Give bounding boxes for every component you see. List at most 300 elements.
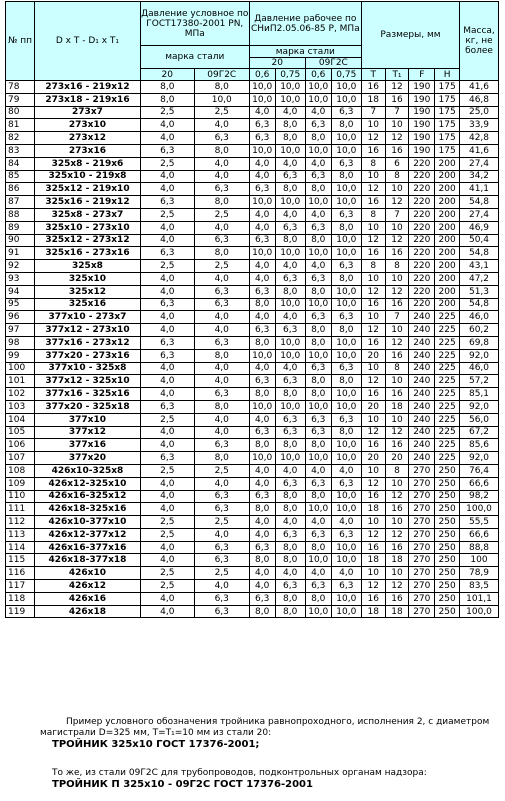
cell-size-h: 175: [435, 81, 460, 94]
cell-p-20-06: 6,3: [249, 541, 275, 554]
cell-p-09g2s-075: 10,0: [331, 554, 361, 567]
cell-mass: 46,0: [460, 311, 499, 324]
cell-p-20-06: 4,0: [249, 413, 275, 426]
cell-size-t1: 12: [385, 285, 409, 298]
cell-p-09g2s-06: 6,3: [305, 413, 331, 426]
cell-size-f: 270: [409, 503, 435, 516]
header-m-2: 0,6: [305, 69, 331, 81]
cell-size-f: 240: [409, 324, 435, 337]
cell-p-20-06: 10,0: [249, 93, 275, 106]
cell-p-09g2s-06: 10,0: [305, 605, 331, 618]
cell-num: 88: [6, 208, 35, 221]
cell-p-09g2s-06: 8,0: [305, 439, 331, 452]
cell-mass: 88,8: [460, 541, 499, 554]
cell-size-t1: 16: [385, 592, 409, 605]
cell-size-t: 12: [361, 426, 385, 439]
note-line-1: Пример условного обозначения тройника равнопроходного, исполнения 2, с диаметром: [66, 717, 490, 727]
designation-example-2: ТРОЙНИК П 325x10 - 09Г2С ГОСТ 17376-2001: [52, 779, 313, 790]
cell-pn-09g2s: 4,0: [194, 375, 249, 388]
cell-p-20-075: 8,0: [275, 490, 305, 503]
cell-size-f: 240: [409, 452, 435, 465]
cell-pn-20: 4,0: [140, 503, 194, 516]
cell-p-20-06: 4,0: [249, 311, 275, 324]
cell-p-09g2s-06: 10,0: [305, 452, 331, 465]
cell-pn-09g2s: 6,3: [194, 183, 249, 196]
cell-p-09g2s-075: 8,0: [331, 426, 361, 439]
cell-pn-20: 4,0: [140, 285, 194, 298]
cell-p-20-06: 4,0: [249, 170, 275, 183]
cell-size-t1: 12: [385, 580, 409, 593]
cell-size-f: 190: [409, 144, 435, 157]
cell-pn-09g2s: 8,0: [194, 81, 249, 94]
cell-pn-09g2s: 4,0: [194, 170, 249, 183]
cell-dims: 426x16-377x16: [35, 541, 141, 554]
cell-dims: 273x10: [35, 119, 141, 132]
cell-p-20-06: 8,0: [249, 439, 275, 452]
header-size-t: T: [361, 69, 385, 81]
cell-size-t: 20: [361, 452, 385, 465]
cell-mass: 101,1: [460, 592, 499, 605]
table-row: [6, 503, 499, 516]
cell-size-h: 225: [435, 413, 460, 426]
cell-mass: 34,2: [460, 170, 499, 183]
table-row: [6, 362, 499, 375]
cell-p-20-075: 6,3: [275, 272, 305, 285]
cell-p-09g2s-075: 10,0: [331, 400, 361, 413]
cell-size-t: 16: [361, 336, 385, 349]
cell-dims: 325x12 - 273x12: [35, 234, 141, 247]
cell-p-20-075: 6,3: [275, 477, 305, 490]
cell-p-09g2s-06: 6,3: [305, 170, 331, 183]
cell-size-t: 16: [361, 592, 385, 605]
cell-size-t1: 18: [385, 554, 409, 567]
cell-pn-20: 6,3: [140, 298, 194, 311]
cell-p-09g2s-06: 10,0: [305, 349, 331, 362]
cell-p-09g2s-06: 4,0: [305, 567, 331, 580]
cell-pn-20: 2,5: [140, 528, 194, 541]
cell-p-09g2s-075: 6,3: [331, 580, 361, 593]
cell-p-20-06: 10,0: [249, 196, 275, 209]
cell-p-09g2s-06: 4,0: [305, 516, 331, 529]
table-row: [6, 132, 499, 145]
cell-p-20-06: 4,0: [249, 567, 275, 580]
cell-mass: 46,9: [460, 221, 499, 234]
cell-size-f: 190: [409, 106, 435, 119]
cell-p-20-075: 10,0: [275, 452, 305, 465]
cell-p-20-06: 10,0: [249, 247, 275, 260]
cell-size-h: 225: [435, 324, 460, 337]
cell-pn-20: 4,0: [140, 388, 194, 401]
cell-mass: 92,0: [460, 349, 499, 362]
header-m-1: 0,75: [275, 69, 305, 81]
cell-size-h: 250: [435, 541, 460, 554]
cell-p-20-075: 8,0: [275, 119, 305, 132]
cell-num: 81: [6, 119, 35, 132]
cell-size-h: 200: [435, 208, 460, 221]
cell-p-09g2s-075: 8,0: [331, 272, 361, 285]
cell-size-t: 12: [361, 375, 385, 388]
cell-p-20-075: 4,0: [275, 516, 305, 529]
cell-size-h: 200: [435, 221, 460, 234]
cell-p-20-075: 10,0: [275, 144, 305, 157]
cell-pn-09g2s: 6,3: [194, 388, 249, 401]
cell-pn-09g2s: 8,0: [194, 400, 249, 413]
cell-size-t: 10: [361, 170, 385, 183]
cell-size-f: 270: [409, 516, 435, 529]
cell-dims: 426x10: [35, 567, 141, 580]
cell-p-20-075: 4,0: [275, 362, 305, 375]
table-row: [6, 298, 499, 311]
cell-pn-09g2s: 4,0: [194, 324, 249, 337]
header-steel-grade: марка стали: [140, 46, 249, 69]
cell-mass: 83,5: [460, 580, 499, 593]
cell-size-t1: 7: [385, 208, 409, 221]
cell-size-t: 10: [361, 362, 385, 375]
cell-pn-09g2s: 6,3: [194, 234, 249, 247]
cell-size-t1: 20: [385, 452, 409, 465]
cell-num: 78: [6, 81, 35, 94]
cell-pn-20: 4,0: [140, 234, 194, 247]
cell-num: 84: [6, 157, 35, 170]
cell-pn-20: 4,0: [140, 170, 194, 183]
cell-p-20-06: 8,0: [249, 388, 275, 401]
cell-mass: 41,6: [460, 144, 499, 157]
cell-dims: 325x10 - 219x8: [35, 170, 141, 183]
cell-size-t1: 16: [385, 388, 409, 401]
cell-mass: 69,8: [460, 336, 499, 349]
cell-p-09g2s-075: 4,0: [331, 567, 361, 580]
cell-p-09g2s-06: 6,3: [305, 477, 331, 490]
cell-size-f: 220: [409, 170, 435, 183]
cell-size-h: 225: [435, 452, 460, 465]
cell-size-f: 270: [409, 605, 435, 618]
cell-pn-20: 4,0: [140, 132, 194, 145]
cell-pn-09g2s: 8,0: [194, 196, 249, 209]
header-mass: Масса, кг, не более: [460, 2, 499, 81]
table-row: [6, 592, 499, 605]
cell-size-t: 18: [361, 605, 385, 618]
cell-size-h: 225: [435, 362, 460, 375]
cell-p-09g2s-075: 10,0: [331, 336, 361, 349]
cell-dims: 377x10: [35, 413, 141, 426]
cell-mass: 51,3: [460, 285, 499, 298]
table-row: [6, 234, 499, 247]
cell-size-f: 220: [409, 183, 435, 196]
header-p: Давление рабочее по СНиП2.05.06-85 P, МПа: [249, 2, 361, 46]
cell-num: 112: [6, 516, 35, 529]
cell-size-t1: 8: [385, 464, 409, 477]
cell-p-09g2s-06: 6,3: [305, 426, 331, 439]
cell-num: 118: [6, 592, 35, 605]
cell-num: 93: [6, 272, 35, 285]
cell-pn-09g2s: 8,0: [194, 144, 249, 157]
cell-p-20-075: 10,0: [275, 247, 305, 260]
cell-dims: 325x16: [35, 298, 141, 311]
cell-num: 116: [6, 567, 35, 580]
cell-size-h: 250: [435, 605, 460, 618]
cell-size-f: 190: [409, 119, 435, 132]
cell-num: 99: [6, 349, 35, 362]
cell-size-h: 250: [435, 516, 460, 529]
cell-p-09g2s-075: 10,0: [331, 605, 361, 618]
cell-num: 79: [6, 93, 35, 106]
cell-mass: 50,4: [460, 234, 499, 247]
cell-p-20-06: 4,0: [249, 362, 275, 375]
cell-pn-09g2s: 4,0: [194, 413, 249, 426]
cell-size-t: 16: [361, 439, 385, 452]
cell-p-09g2s-075: 8,0: [331, 324, 361, 337]
cell-pn-09g2s: 4,0: [194, 221, 249, 234]
cell-size-t1: 16: [385, 541, 409, 554]
cell-dims: 325x12: [35, 285, 141, 298]
cell-dims: 273x7: [35, 106, 141, 119]
cell-p-20-075: 8,0: [275, 183, 305, 196]
cell-size-t: 16: [361, 81, 385, 94]
table-body: [6, 81, 499, 618]
header-pn-09g2s: 09Г2С: [194, 69, 249, 81]
cell-size-t1: 16: [385, 93, 409, 106]
table-row: [6, 260, 499, 273]
cell-size-t: 10: [361, 311, 385, 324]
cell-p-20-06: 4,0: [249, 464, 275, 477]
cell-num: 107: [6, 452, 35, 465]
cell-p-20-075: 4,0: [275, 464, 305, 477]
cell-size-t: 10: [361, 567, 385, 580]
cell-size-t1: 12: [385, 490, 409, 503]
cell-size-t1: 12: [385, 234, 409, 247]
cell-pn-20: 2,5: [140, 106, 194, 119]
cell-num: 98: [6, 336, 35, 349]
cell-p-20-06: 4,0: [249, 157, 275, 170]
header-size-f: F: [409, 69, 435, 81]
cell-mass: 46,8: [460, 93, 499, 106]
cell-size-t: 12: [361, 324, 385, 337]
cell-pn-09g2s: 6,3: [194, 285, 249, 298]
cell-mass: 85,6: [460, 439, 499, 452]
cell-size-t: 16: [361, 298, 385, 311]
cell-mass: 100,0: [460, 605, 499, 618]
cell-p-09g2s-06: 6,3: [305, 119, 331, 132]
cell-p-09g2s-075: 6,3: [331, 106, 361, 119]
cell-size-f: 240: [409, 426, 435, 439]
cell-size-t: 12: [361, 477, 385, 490]
cell-dims: 426x16: [35, 592, 141, 605]
cell-p-09g2s-075: 10,0: [331, 592, 361, 605]
table-row: [6, 426, 499, 439]
cell-pn-09g2s: 8,0: [194, 247, 249, 260]
cell-p-09g2s-075: 6,3: [331, 528, 361, 541]
cell-p-20-075: 6,3: [275, 170, 305, 183]
cell-p-09g2s-075: 8,0: [331, 221, 361, 234]
cell-p-09g2s-075: 6,3: [331, 157, 361, 170]
cell-pn-20: 4,0: [140, 477, 194, 490]
cell-num: 83: [6, 144, 35, 157]
cell-pn-20: 6,3: [140, 247, 194, 260]
cell-size-t1: 10: [385, 375, 409, 388]
cell-p-20-06: 4,0: [249, 260, 275, 273]
cell-size-t1: 10: [385, 221, 409, 234]
header-size-h: H: [435, 69, 460, 81]
table-row: [6, 567, 499, 580]
table-row: [6, 106, 499, 119]
cell-size-f: 240: [409, 336, 435, 349]
table-row: [6, 285, 499, 298]
cell-size-t: 16: [361, 388, 385, 401]
cell-p-09g2s-075: 8,0: [331, 170, 361, 183]
cell-pn-09g2s: 4,0: [194, 528, 249, 541]
cell-size-t1: 8: [385, 170, 409, 183]
cell-pn-20: 6,3: [140, 452, 194, 465]
header-p-09g2s: 09Г2С: [305, 58, 361, 69]
cell-mass: 47,2: [460, 272, 499, 285]
cell-p-20-06: 8,0: [249, 298, 275, 311]
cell-p-09g2s-075: 10,0: [331, 541, 361, 554]
cell-p-09g2s-06: 6,3: [305, 221, 331, 234]
cell-p-20-075: 10,0: [275, 81, 305, 94]
cell-dims: 377x12 - 325x10: [35, 375, 141, 388]
table-row: [6, 311, 499, 324]
cell-num: 105: [6, 426, 35, 439]
cell-mass: 67,2: [460, 426, 499, 439]
cell-p-20-075: 6,3: [275, 426, 305, 439]
cell-num: 97: [6, 324, 35, 337]
cell-dims: 273x12: [35, 132, 141, 145]
table-row: [6, 452, 499, 465]
cell-p-09g2s-06: 8,0: [305, 541, 331, 554]
header-steel-grade-2: марка стали: [249, 46, 361, 58]
cell-size-h: 225: [435, 439, 460, 452]
cell-p-09g2s-06: 10,0: [305, 81, 331, 94]
table-row: [6, 349, 499, 362]
cell-size-h: 250: [435, 477, 460, 490]
cell-size-h: 225: [435, 311, 460, 324]
cell-size-t: 20: [361, 349, 385, 362]
cell-size-f: 270: [409, 567, 435, 580]
cell-size-h: 200: [435, 260, 460, 273]
cell-size-f: 220: [409, 208, 435, 221]
table-row: [6, 324, 499, 337]
cell-pn-09g2s: 4,0: [194, 272, 249, 285]
cell-size-h: 225: [435, 400, 460, 413]
cell-size-f: 240: [409, 349, 435, 362]
cell-mass: 33,9: [460, 119, 499, 132]
cell-pn-09g2s: 4,0: [194, 362, 249, 375]
cell-size-f: 190: [409, 132, 435, 145]
table-row: [6, 221, 499, 234]
table-row: [6, 272, 499, 285]
cell-size-h: 200: [435, 272, 460, 285]
table-row: [6, 247, 499, 260]
cell-dims: 377x16 - 273x12: [35, 336, 141, 349]
cell-size-f: 240: [409, 400, 435, 413]
cell-size-t1: 12: [385, 426, 409, 439]
cell-num: 119: [6, 605, 35, 618]
cell-size-t1: 8: [385, 362, 409, 375]
cell-p-20-075: 4,0: [275, 208, 305, 221]
cell-p-09g2s-075: 4,0: [331, 516, 361, 529]
cell-size-f: 220: [409, 272, 435, 285]
cell-size-t: 12: [361, 580, 385, 593]
cell-pn-09g2s: 6,3: [194, 336, 249, 349]
cell-size-h: 175: [435, 106, 460, 119]
cell-p-20-075: 4,0: [275, 311, 305, 324]
cell-mass: 55,5: [460, 516, 499, 529]
cell-pn-20: 4,0: [140, 375, 194, 388]
cell-size-f: 220: [409, 298, 435, 311]
cell-size-f: 240: [409, 413, 435, 426]
cell-p-09g2s-075: 10,0: [331, 285, 361, 298]
cell-size-t: 12: [361, 285, 385, 298]
table-row: [6, 144, 499, 157]
table-row: [6, 336, 499, 349]
table-row: [6, 388, 499, 401]
cell-pn-09g2s: 10,0: [194, 93, 249, 106]
cell-dims: 377x12 - 273x10: [35, 324, 141, 337]
cell-dims: 377x10 - 273x7: [35, 311, 141, 324]
cell-p-09g2s-075: 8,0: [331, 119, 361, 132]
cell-p-20-06: 6,3: [249, 132, 275, 145]
cell-mass: 43,1: [460, 260, 499, 273]
cell-pn-20: 2,5: [140, 516, 194, 529]
cell-dims: 325x10: [35, 272, 141, 285]
cell-p-09g2s-06: 8,0: [305, 234, 331, 247]
cell-size-t: 10: [361, 119, 385, 132]
cell-p-09g2s-075: 6,3: [331, 208, 361, 221]
cell-p-09g2s-06: 10,0: [305, 93, 331, 106]
cell-size-t1: 7: [385, 311, 409, 324]
cell-p-09g2s-06: 8,0: [305, 336, 331, 349]
cell-p-09g2s-06: 6,3: [305, 311, 331, 324]
cell-size-f: 220: [409, 157, 435, 170]
cell-p-09g2s-06: 4,0: [305, 106, 331, 119]
cell-size-h: 225: [435, 388, 460, 401]
cell-p-20-075: 8,0: [275, 285, 305, 298]
cell-pn-09g2s: 6,3: [194, 503, 249, 516]
cell-dims: 426x10-325x8: [35, 464, 141, 477]
cell-p-09g2s-06: 10,0: [305, 247, 331, 260]
table-row: [6, 605, 499, 618]
cell-size-f: 270: [409, 541, 435, 554]
cell-pn-20: 4,0: [140, 439, 194, 452]
cell-mass: 41,1: [460, 183, 499, 196]
cell-dims: 426x18: [35, 605, 141, 618]
cell-pn-09g2s: 4,0: [194, 119, 249, 132]
cell-num: 109: [6, 477, 35, 490]
cell-size-h: 225: [435, 336, 460, 349]
cell-p-20-06: 4,0: [249, 477, 275, 490]
cell-mass: 66,6: [460, 477, 499, 490]
cell-size-t1: 18: [385, 400, 409, 413]
header-pn: Давление условное по ГОСТ17380-2001 PN, МПа: [140, 2, 249, 46]
cell-num: 111: [6, 503, 35, 516]
cell-size-h: 200: [435, 285, 460, 298]
cell-size-t: 18: [361, 554, 385, 567]
cell-p-09g2s-06: 6,3: [305, 362, 331, 375]
cell-size-t: 10: [361, 516, 385, 529]
cell-dims: 426x10-377x10: [35, 516, 141, 529]
cell-dims: 377x16 - 325x16: [35, 388, 141, 401]
cell-mass: 76,4: [460, 464, 499, 477]
cell-size-f: 220: [409, 221, 435, 234]
cell-pn-20: 4,0: [140, 490, 194, 503]
cell-pn-20: 4,0: [140, 272, 194, 285]
cell-dims: 426x16-325x12: [35, 490, 141, 503]
cell-size-f: 270: [409, 592, 435, 605]
cell-p-09g2s-075: 10,0: [331, 234, 361, 247]
cell-pn-09g2s: 6,3: [194, 605, 249, 618]
cell-pn-20: 4,0: [140, 362, 194, 375]
cell-num: 110: [6, 490, 35, 503]
